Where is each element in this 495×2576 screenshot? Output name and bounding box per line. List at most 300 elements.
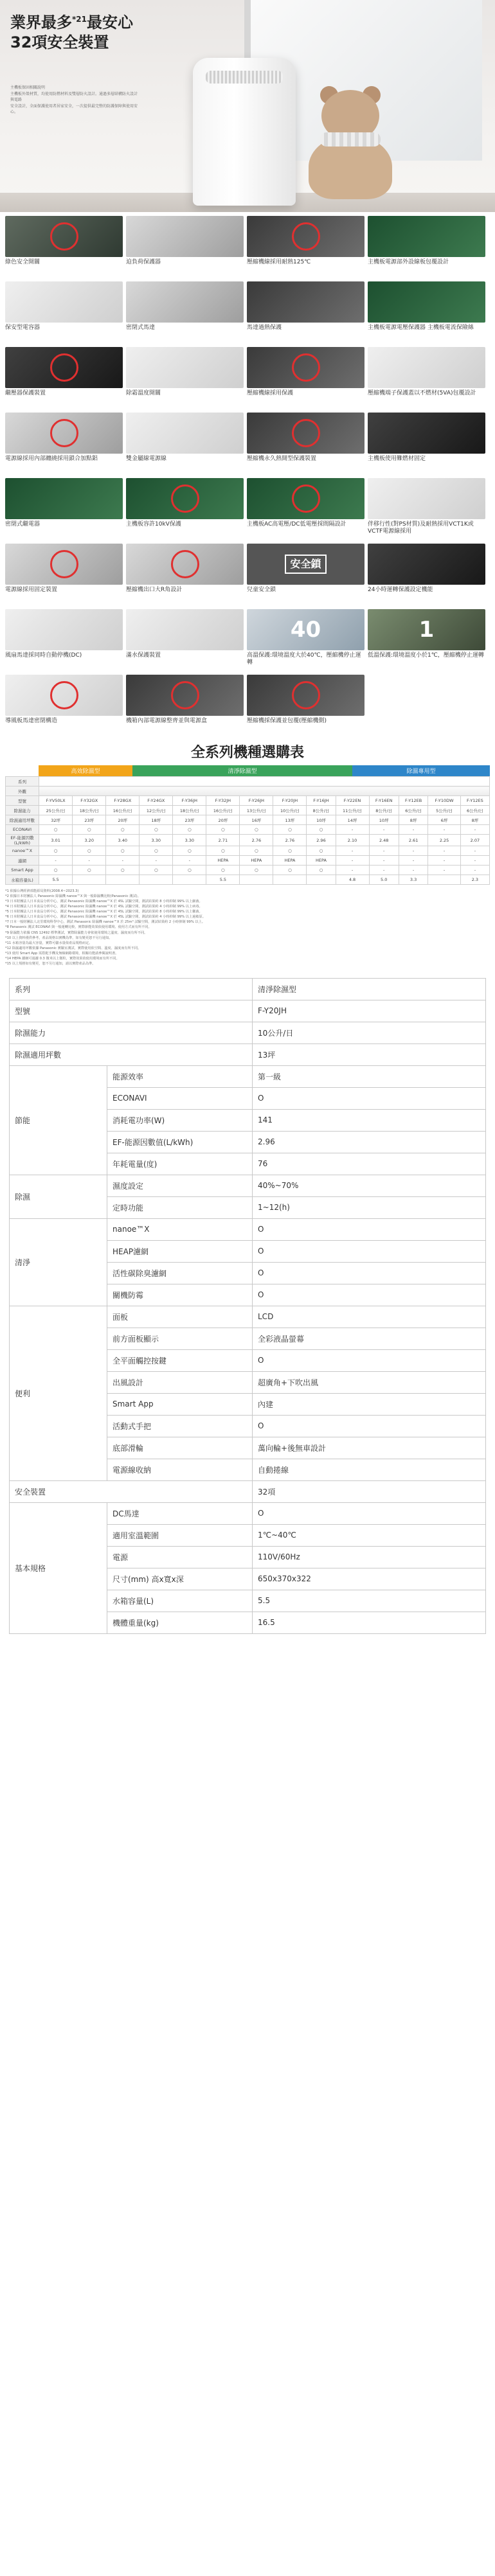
comparison-cell: -	[460, 856, 489, 866]
highlight-ring	[50, 222, 78, 251]
feature-caption: 低溫保護:環境溫度小於1℃，壓縮機停止運轉	[368, 652, 484, 659]
comparison-cell	[428, 875, 460, 885]
spec-value: 13坪	[253, 1044, 486, 1065]
footnote: *7 日本一般財團法人北里環境科學中心，測試 Panasonic 除濕機 nanoe™X 於 25m³ 試驗空間，測試結果約 2 小時抑制 99% 以上。	[5, 920, 205, 925]
feature-photo	[368, 347, 485, 388]
spec-item-label: 定時功能	[107, 1196, 253, 1218]
comparison-cell: ○	[73, 825, 106, 835]
dehumidifier-image	[193, 58, 296, 206]
spec-value: 1℃~40℃	[253, 1524, 486, 1546]
comparison-cell: ○	[240, 866, 273, 875]
feature-photo	[368, 281, 485, 323]
safety-feature-card	[247, 413, 364, 474]
safety-feature-card	[368, 413, 485, 474]
feature-photo	[126, 544, 244, 585]
comparison-cell: 2.10	[336, 835, 369, 846]
feature-caption: 壓縮機出口大R角設計	[126, 587, 183, 593]
highlight-ring	[50, 419, 78, 447]
footnote: *1 依據台灣經濟部能源局資料(2008.4~2023.3)	[5, 889, 79, 893]
spec-item-label: ECONAVI	[107, 1087, 253, 1109]
feature-caption: 高溫保護:環境溫度大於40℃，壓縮機停止運轉	[247, 652, 361, 666]
comparison-cell: ○	[307, 825, 336, 835]
comparison-cell: F-Y36JH	[173, 796, 206, 806]
comparison-cell: -	[173, 856, 206, 866]
comparison-cell: 2.07	[460, 835, 489, 846]
spec-item-label: 能源效率	[107, 1065, 253, 1087]
spec-group-label: 型號	[10, 1000, 253, 1022]
spec-value: O	[253, 1087, 486, 1109]
footnote: *6 日本財團法人日本食品分析中心，測試 Panasonic 除濕機 nanoe™X 於 45L 試驗空間，測試結果約 4 小時抑制 99% 以上過敏原。	[5, 915, 206, 919]
safety-feature-card	[126, 609, 244, 671]
feature-photo	[5, 478, 123, 519]
feature-photo	[126, 413, 244, 454]
safety-feature-card	[5, 216, 123, 278]
spec-item-label: 消耗電功率(W)	[107, 1109, 253, 1131]
comparison-cell: ○	[39, 825, 73, 835]
comparison-cell: 13坪	[273, 815, 307, 825]
comparison-row-label: 濾網	[6, 856, 39, 866]
feature-photo	[247, 544, 364, 585]
spec-item-label: 濕度設定	[107, 1175, 253, 1196]
footnotes	[5, 889, 490, 966]
comparison-cell: 18公升/日	[173, 806, 206, 815]
comparison-cell: -	[106, 856, 140, 866]
safety-feature-card	[247, 347, 364, 409]
safety-feature-card	[126, 281, 244, 343]
footnote: *4 日本財團法人日本食品分析中心，測試 Panasonic 除濕機 nanoe™X 於 45L 試驗空間，測試結果約 4 小時抑制 99% 以上病毒。	[5, 905, 203, 909]
comparison-cell: ○	[173, 846, 206, 856]
footnote: *5 日本財團法人日本食品分析中心，測試 Panasonic 除濕機 nanoe™X 於 45L 試驗空間，測試結果約 8 小時抑制 99% 以上黴菌。	[5, 910, 203, 914]
product-lineup-photo	[39, 786, 490, 796]
comparison-cell: 12公升/日	[140, 806, 173, 815]
highlight-ring	[50, 681, 78, 709]
footnote: *14 HEPA 濾網可過濾 0.3 微米以上微粒，實際效果依使用環境而有所不同。	[5, 956, 120, 961]
spec-group-label: 除濕適用坪數	[10, 1044, 253, 1065]
feature-caption: 除霜溫度開關	[126, 390, 161, 396]
feature-caption: 機箱內部電源線整齊並與電源盒	[126, 718, 208, 724]
spec-value: 全彩液晶螢幕	[253, 1328, 486, 1349]
feature-caption: 主機板電源電壓保護器 主機板電流保險絲	[368, 324, 474, 331]
feature-caption: 24小時運轉保護設定機能	[368, 587, 433, 593]
feature-photo	[5, 281, 123, 323]
feature-photo	[368, 609, 485, 650]
comparison-cell: 20坪	[106, 815, 140, 825]
safety-feature-card	[126, 544, 244, 605]
safety-feature-card	[5, 347, 123, 409]
comparison-cell	[240, 875, 273, 885]
comparison-cell: -	[369, 825, 399, 835]
spec-item-label: DC馬達	[107, 1502, 253, 1524]
comparison-cell: ○	[39, 846, 73, 856]
spec-value: 16.5	[253, 1612, 486, 1633]
comparison-cell: 11公升/日	[336, 806, 369, 815]
safety-feature-card	[126, 413, 244, 474]
safety-feature-card	[247, 478, 364, 540]
comparison-table	[5, 776, 490, 885]
comparison-cell: ○	[307, 866, 336, 875]
spec-value: 32項	[253, 1480, 486, 1502]
safety-feature-card	[126, 478, 244, 540]
comparison-cell: -	[369, 846, 399, 856]
comparison-cell	[273, 875, 307, 885]
comparison-cell: -	[460, 866, 489, 875]
spec-item-label: 活性碳除臭濾網	[107, 1262, 253, 1284]
spec-item-label: 年耗電量(度)	[107, 1153, 253, 1175]
comparison-cell: 14坪	[336, 815, 369, 825]
comparison-cell: ○	[240, 846, 273, 856]
comparison-cell	[106, 875, 140, 885]
series-group-headers	[5, 765, 490, 776]
safety-lock-badge: 安全鎖	[285, 555, 326, 574]
comparison-cell	[173, 875, 206, 885]
spec-row	[10, 1502, 486, 1524]
comparison-cell: 8公升/日	[307, 806, 336, 815]
comparison-cell: ○	[106, 846, 140, 856]
comparison-row-label: Smart App	[6, 866, 39, 875]
spec-value: 第一級	[253, 1065, 486, 1087]
comparison-cell: 23坪	[73, 815, 106, 825]
spec-value: 141	[253, 1109, 486, 1131]
comparison-cell: 10坪	[369, 815, 399, 825]
comparison-cell: F-Y12EB	[399, 796, 428, 806]
feature-photo	[126, 478, 244, 519]
safety-feature-card	[5, 544, 123, 605]
spec-value: O	[253, 1240, 486, 1262]
safety-feature-card	[368, 544, 485, 605]
safety-feature-card	[368, 675, 485, 736]
comparison-cell: 2.25	[428, 835, 460, 846]
spec-value: 萬向輪+後無車設計	[253, 1437, 486, 1459]
comparison-cell: 18公升/日	[73, 806, 106, 815]
feature-caption: 伴移行性(對PS材質)及耐熱採用VCT1K或VCTF電源線採用	[368, 521, 474, 535]
spec-value: O	[253, 1502, 486, 1524]
feature-caption: 兒童安全鎖	[247, 587, 276, 593]
spec-row	[10, 1044, 486, 1065]
comparison-cell: ○	[106, 866, 140, 875]
comparison-cell: -	[369, 856, 399, 866]
spec-group-label: 便利	[10, 1306, 107, 1480]
spec-item-label: 水箱容量(L)	[107, 1590, 253, 1612]
feature-photo	[247, 413, 364, 454]
comparison-cell: F-Y32JH	[206, 796, 240, 806]
spec-item-label: 活動式手把	[107, 1415, 253, 1437]
comparison-cell: -	[460, 846, 489, 856]
spec-item-label: 電源	[107, 1546, 253, 1568]
comparison-cell: -	[428, 846, 460, 856]
spec-value: 650x370x322	[253, 1568, 486, 1590]
spec-value: O	[253, 1262, 486, 1284]
spec-value: O	[253, 1218, 486, 1240]
comparison-cell: 6公升/日	[460, 806, 489, 815]
comparison-title: 全系列機種選購表	[190, 745, 304, 761]
feature-photo	[126, 216, 244, 257]
safety-feature-card	[368, 216, 485, 278]
temperature-badge: 40	[290, 617, 321, 643]
highlight-ring	[50, 353, 78, 382]
safety-feature-card	[247, 216, 364, 278]
comparison-row-label: 外觀	[6, 786, 39, 796]
spec-value: 40%~70%	[253, 1175, 486, 1196]
spec-group-label: 除濕能力	[10, 1022, 253, 1044]
comparison-cell: -	[399, 856, 428, 866]
feature-photo	[368, 478, 485, 519]
comparison-row	[6, 856, 490, 866]
comparison-cell: -	[428, 866, 460, 875]
comparison-cell: HEPA	[273, 856, 307, 866]
feature-caption: 壓縮機採保護並包覆(壓縮機側)	[247, 718, 327, 724]
series-row-cell	[39, 777, 490, 786]
feature-caption: 繼壓器保護裝置	[5, 390, 46, 396]
comparison-cell	[307, 875, 336, 885]
comparison-cell: 6公升/日	[399, 806, 428, 815]
comparison-section	[5, 742, 490, 885]
feature-caption: 雙金屬線電源線	[126, 456, 167, 462]
safety-feature-card	[368, 281, 485, 343]
spec-value: 清淨除濕型	[253, 978, 486, 1000]
comparison-cell: -	[140, 856, 173, 866]
comparison-row-label: ECONAVI	[6, 825, 39, 835]
comparison-cell: 32坪	[39, 815, 73, 825]
spec-value: 76	[253, 1153, 486, 1175]
header-spacer	[5, 765, 39, 776]
comparison-cell: -	[73, 856, 106, 866]
feature-caption: 馬達過熱保護	[247, 324, 282, 331]
comparison-row	[6, 846, 490, 856]
comparison-cell: F-Y20JH	[273, 796, 307, 806]
comparison-cell: 5公升/日	[428, 806, 460, 815]
highlight-ring	[50, 550, 78, 578]
comparison-cell: 2.76	[240, 835, 273, 846]
comparison-row	[6, 777, 490, 786]
comparison-row	[6, 786, 490, 796]
spec-row	[10, 1306, 486, 1328]
feature-caption: 綠色安全開關	[5, 259, 40, 265]
comparison-row	[6, 806, 490, 815]
spec-row	[10, 1175, 486, 1196]
feature-caption: 密閉式繼電器	[5, 521, 40, 528]
feature-photo	[5, 216, 123, 257]
spec-row	[10, 1218, 486, 1240]
comparison-cell: ○	[140, 866, 173, 875]
safety-feature-card	[5, 609, 123, 671]
comparison-cell: ○	[140, 846, 173, 856]
safety-feature-card	[247, 544, 364, 605]
safety-feature-card	[126, 216, 244, 278]
comparison-cell: ○	[273, 866, 307, 875]
comparison-row	[6, 815, 490, 825]
spec-table	[9, 978, 486, 1634]
footnote: *11 水箱容量為最大容量，實際可儲水量依產品規格而定。	[5, 941, 93, 945]
comparison-cell: 23坪	[173, 815, 206, 825]
spec-item-label: 適用室溫範圍	[107, 1524, 253, 1546]
spec-value: 2.96	[253, 1131, 486, 1153]
feature-photo	[126, 281, 244, 323]
feature-caption: 導風板馬達密閉構造	[5, 718, 58, 724]
comparison-cell: 2.61	[399, 835, 428, 846]
series-group-header: 除濕專用型	[352, 765, 490, 776]
comparison-cell: -	[336, 846, 369, 856]
spec-group-label: 除濕	[10, 1175, 107, 1218]
feature-photo	[368, 413, 485, 454]
comparison-cell: HEPA	[206, 856, 240, 866]
feature-caption: 密閉式馬達	[126, 324, 156, 331]
comparison-cell: -	[399, 846, 428, 856]
comparison-cell: ○	[106, 825, 140, 835]
spec-group-label: 系列	[10, 978, 253, 1000]
safety-feature-card	[247, 281, 364, 343]
spec-item-label: EF-能源因數值(L/kWh)	[107, 1131, 253, 1153]
safety-feature-grid	[0, 212, 495, 736]
spec-group-label: 安全裝置	[10, 1480, 253, 1502]
feature-caption: 壓縮機線採用保護	[247, 390, 294, 396]
spec-value: 5.5	[253, 1590, 486, 1612]
feature-photo	[368, 675, 485, 716]
comparison-cell: -	[399, 825, 428, 835]
spec-item-label: 底部滑輪	[107, 1437, 253, 1459]
safety-feature-card	[5, 478, 123, 540]
comparison-cell: 3.30	[173, 835, 206, 846]
comparison-cell: 3.40	[106, 835, 140, 846]
comparison-cell: ○	[140, 825, 173, 835]
hero-banner	[0, 0, 495, 212]
comparison-cell: ○	[307, 846, 336, 856]
series-group-header: 高效除濕型	[39, 765, 132, 776]
comparison-cell: 18坪	[140, 815, 173, 825]
feature-caption: 主機板容許10kV保護	[126, 521, 181, 528]
spec-value: 110V/60Hz	[253, 1546, 486, 1568]
feature-photo	[126, 609, 244, 650]
comparison-cell: 2.3	[460, 875, 489, 885]
comparison-cell: F-Y28GX	[106, 796, 140, 806]
comparison-cell: -	[399, 866, 428, 875]
feature-caption: 風扇馬達採同時自動停機(DC)	[5, 652, 82, 659]
comparison-cell: 10公升/日	[273, 806, 307, 815]
comparison-cell: 5.5	[39, 875, 73, 885]
feature-photo	[126, 675, 244, 716]
highlight-ring	[292, 681, 320, 709]
feature-photo	[368, 544, 485, 585]
safety-feature-card	[247, 609, 364, 671]
safety-feature-card	[5, 675, 123, 736]
feature-caption: 主機板電源部外設線板包覆設計	[368, 259, 449, 265]
feature-photo	[247, 478, 364, 519]
footnote: *9 除濕能力依據 CNS 12492 標準測試，實際除濕能力會依使用環境之溫度、濕度而有所不同。	[5, 930, 148, 935]
comparison-cell: -	[39, 856, 73, 866]
series-group-header: 清淨除濕型	[132, 765, 352, 776]
comparison-cell: F-Y16EN	[369, 796, 399, 806]
spec-item-label: 全平面觸控按鍵	[107, 1349, 253, 1371]
comparison-cell: 25公升/日	[39, 806, 73, 815]
comparison-cell: HEPA	[307, 856, 336, 866]
spec-item-label: Smart App	[107, 1393, 253, 1415]
comparison-cell: 20坪	[206, 815, 240, 825]
safety-feature-card	[5, 281, 123, 343]
spec-item-label: 電源線收納	[107, 1459, 253, 1480]
comparison-cell: 6坪	[428, 815, 460, 825]
spec-group-label: 基本規格	[10, 1502, 107, 1633]
spec-value: O	[253, 1349, 486, 1371]
feature-caption: 迫負荷保護器	[126, 259, 161, 265]
comparison-cell: F-Y12ES	[460, 796, 489, 806]
feature-caption: 壓縮機永久熱開型保護裝置	[247, 456, 317, 462]
feature-photo	[5, 609, 123, 650]
comparison-cell: F-Y26JH	[240, 796, 273, 806]
feature-caption: 主機板使用難燃材固定	[368, 456, 426, 462]
comparison-cell: F-Y24GX	[140, 796, 173, 806]
comparison-cell: 8公升/日	[369, 806, 399, 815]
footnote: *10 以上資料僅供參考，產品規格以實機為準，如有變更恕不另行通知。	[5, 936, 113, 940]
comparison-cell: -	[428, 825, 460, 835]
comparison-cell: 16公升/日	[106, 806, 140, 815]
comparison-cell: -	[336, 856, 369, 866]
feature-photo	[5, 347, 123, 388]
feature-photo	[247, 216, 364, 257]
comparison-cell: F-Y22EN	[336, 796, 369, 806]
comparison-row	[6, 825, 490, 835]
comparison-row-label: 型號	[6, 796, 39, 806]
comparison-cell: ○	[206, 866, 240, 875]
feature-caption: 電源線採用內部纏繞採用鎖合加點鋁	[5, 456, 98, 462]
comparison-cell: 5.0	[369, 875, 399, 885]
comparison-row	[6, 835, 490, 846]
spec-value: O	[253, 1415, 486, 1437]
hero-description: 主機板保固相關說明 主機板外殼材質，均使用防燃材料及雙層防火設計。通過多層結構防火設計與電路 安全設計，全面保護使用者居家安全，一次提供最完整的防護保障與使用安心。	[10, 85, 138, 115]
feature-caption: 壓縮機線採用耐熱125℃	[247, 259, 311, 265]
spec-group-label: 節能	[10, 1065, 107, 1175]
safety-feature-card	[126, 347, 244, 409]
comparison-cell: ○	[173, 866, 206, 875]
spec-row	[10, 1480, 486, 1502]
feature-caption: 滿水保護裝置	[126, 652, 161, 659]
comparison-cell: 16坪	[240, 815, 273, 825]
spec-value: LCD	[253, 1306, 486, 1328]
highlight-ring	[292, 419, 320, 447]
comparison-cell: 3.20	[73, 835, 106, 846]
spec-item-label: HEAP濾網	[107, 1240, 253, 1262]
spec-row	[10, 1000, 486, 1022]
comparison-cell: 4.8	[336, 875, 369, 885]
feature-photo	[5, 413, 123, 454]
spec-row	[10, 1065, 486, 1087]
comparison-cell: -	[428, 856, 460, 866]
spec-value: 內建	[253, 1393, 486, 1415]
comparison-row	[6, 875, 490, 885]
comparison-cell: 13公升/日	[240, 806, 273, 815]
spec-item-label: 出風設計	[107, 1371, 253, 1393]
comparison-row-label: 除濕適用坪數	[6, 815, 39, 825]
footnote: *2 依據日本財團法人 Panasonic 除濕機 nanoe™X 與一般除濕機比較(Panasonic 測試)。	[5, 894, 141, 899]
feature-caption: 壓縮機端子保護蓋以不燃材(5VA)包覆設計	[368, 390, 476, 396]
comparison-cell: 3.01	[39, 835, 73, 846]
safety-feature-card	[126, 675, 244, 736]
comparison-cell: ○	[173, 825, 206, 835]
feature-photo	[368, 216, 485, 257]
comparison-cell: ○	[73, 866, 106, 875]
spec-value: O	[253, 1284, 486, 1306]
spec-value: 1~12(h)	[253, 1196, 486, 1218]
highlight-ring	[292, 353, 320, 382]
feature-caption: 主機板AC高電壓/DC低電壓採間隔設計	[247, 521, 346, 528]
comparison-cell: 3.3	[399, 875, 428, 885]
spec-item-label: 面板	[107, 1306, 253, 1328]
comparison-cell: 2.76	[273, 835, 307, 846]
spec-item-label: 前方面板顯示	[107, 1328, 253, 1349]
feature-photo	[5, 675, 123, 716]
comparison-cell	[73, 875, 106, 885]
comparison-row	[6, 796, 490, 806]
comparison-cell: ○	[240, 825, 273, 835]
comparison-cell: F-Y16JH	[307, 796, 336, 806]
